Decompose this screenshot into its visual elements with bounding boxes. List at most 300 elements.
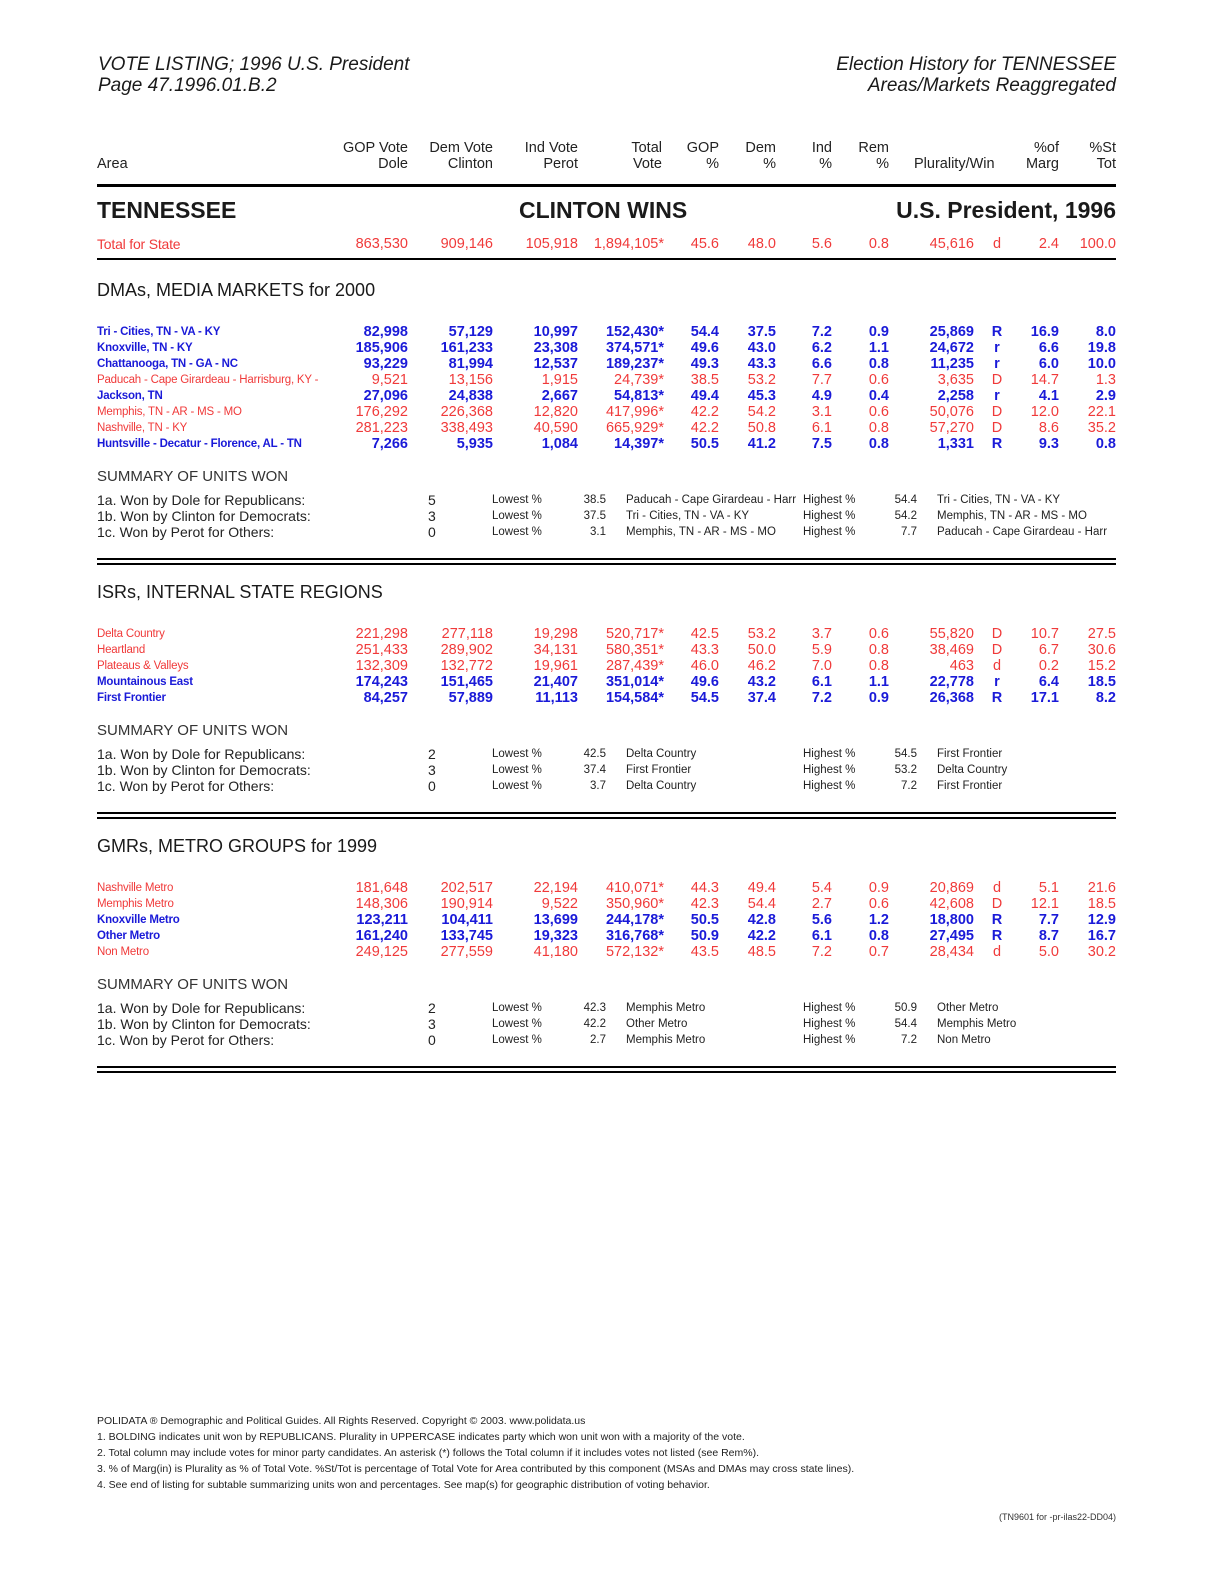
summary-label: 1c. Won by Perot for Others: <box>97 1032 275 1048</box>
highest-value: 7.2 <box>901 1034 917 1046</box>
cell-party: d <box>992 236 1002 252</box>
cell-gop-vote: 221,298 <box>355 626 408 642</box>
cell-total-vote: 152,430* <box>605 324 664 340</box>
summary-title: SUMMARY OF UNITS WON <box>97 976 289 993</box>
cell-plurality: 25,869 <box>929 324 974 340</box>
cell-state-pct: 30.2 <box>1087 944 1116 960</box>
cell-ind-pct: 2.7 <box>811 896 832 912</box>
cell-area: Tri - Cities, TN - VA - KY <box>97 326 221 338</box>
cell-rem-pct: 1.1 <box>868 340 889 356</box>
cell-gop-vote: 123,211 <box>356 912 408 928</box>
cell-area: Knoxville, TN - KY <box>97 342 193 354</box>
cell-party: R <box>991 690 1003 706</box>
cell-margin-pct: 2.4 <box>1038 236 1059 252</box>
cell-party: R <box>991 324 1003 340</box>
summary-count: 0 <box>428 778 436 794</box>
cell-ind-vote: 19,298 <box>533 626 578 642</box>
cell-ind-vote: 9,522 <box>541 896 578 912</box>
cell-gop-pct: 45.6 <box>690 236 719 252</box>
highest-label: Highest % <box>803 526 856 538</box>
cell-gop-vote: 251,433 <box>355 642 408 658</box>
col-total-vote-line1: Total <box>631 140 662 156</box>
cell-dem-vote: 104,411 <box>441 912 493 928</box>
cell-dem-pct: 54.2 <box>747 404 776 420</box>
table-row <box>0 690 1224 706</box>
cell-plurality: 2,258 <box>937 388 974 404</box>
cell-area: Nashville Metro <box>97 882 174 894</box>
cell-party: r <box>994 340 1000 356</box>
summary-row <box>0 524 1224 540</box>
cell-margin-pct: 6.4 <box>1038 674 1059 690</box>
lowest-unit: Tri - Cities, TN - VA - KY <box>626 510 750 522</box>
state-total-row <box>0 236 1224 252</box>
cell-dem-vote: 909,146 <box>440 236 493 252</box>
cell-ind-pct: 6.6 <box>811 356 832 372</box>
cell-gop-pct: 42.3 <box>690 896 719 912</box>
cell-ind-pct: 7.5 <box>811 436 832 452</box>
page-reference: Page 47.1996.01.B.2 <box>98 75 277 96</box>
table-row <box>0 436 1224 452</box>
section-double-rule <box>97 1066 1116 1068</box>
report-title-line1: VOTE LISTING; 1996 U.S. President <box>98 54 410 75</box>
cell-dem-pct: 45.3 <box>747 388 776 404</box>
cell-rem-pct: 0.8 <box>868 420 889 436</box>
cell-gop-vote: 281,223 <box>355 420 408 436</box>
lowest-value: 42.2 <box>583 1018 606 1030</box>
footer-line: 3. % of Marg(in) is Plurality as % of Total Vote. %St/Tot is percentage of Total Vote for Area contributed by this component (MSAs and DMAs may cross state lines). <box>97 1463 855 1475</box>
cell-plurality: 42,608 <box>929 896 974 912</box>
cell-ind-vote: 21,407 <box>533 674 578 690</box>
cell-gop-vote: 84,257 <box>363 690 408 706</box>
cell-ind-vote: 12,820 <box>533 404 578 420</box>
cell-margin-pct: 8.7 <box>1038 928 1059 944</box>
cell-state-pct: 18.5 <box>1087 674 1116 690</box>
summary-label: 1b. Won by Clinton for Democrats: <box>97 1016 311 1032</box>
cell-total-vote: 580,351* <box>605 642 664 658</box>
cell-gop-pct: 42.5 <box>690 626 719 642</box>
cell-dem-vote: 226,368 <box>440 404 493 420</box>
cell-rem-pct: 0.7 <box>868 944 889 960</box>
cell-rem-pct: 0.8 <box>868 236 889 252</box>
table-row <box>0 626 1224 642</box>
cell-area: Other Metro <box>97 930 160 942</box>
cell-rem-pct: 0.6 <box>868 626 889 642</box>
summary-count: 0 <box>428 1032 436 1048</box>
cell-gop-pct: 54.5 <box>690 690 719 706</box>
cell-dem-vote: 133,745 <box>440 928 493 944</box>
highest-label: Highest % <box>803 1002 856 1014</box>
highest-value: 53.2 <box>894 764 917 776</box>
cell-ind-vote: 34,131 <box>533 642 578 658</box>
cell-gop-vote: 93,229 <box>363 356 408 372</box>
col-rem-pct-line1: Rem <box>858 140 889 156</box>
cell-margin-pct: 17.1 <box>1030 690 1059 706</box>
cell-ind-vote: 23,308 <box>533 340 578 356</box>
lowest-value: 3.1 <box>590 526 606 538</box>
highest-unit: Other Metro <box>937 1002 999 1014</box>
cell-total-vote: 572,132* <box>605 944 664 960</box>
cell-party: r <box>994 674 1000 690</box>
highest-value: 54.4 <box>894 1018 917 1030</box>
cell-total-vote: 316,768* <box>605 928 664 944</box>
cell-ind-pct: 7.0 <box>811 658 832 674</box>
cell-total-vote: 244,178* <box>605 912 664 928</box>
cell-ind-pct: 6.1 <box>811 928 832 944</box>
cell-gop-pct: 49.4 <box>690 388 719 404</box>
cell-plurality: 11,235 <box>930 356 974 372</box>
cell-dem-pct: 37.5 <box>747 324 776 340</box>
cell-dem-pct: 54.4 <box>747 896 776 912</box>
cell-gop-pct: 43.3 <box>690 642 719 658</box>
lowest-label: Lowest % <box>492 748 542 760</box>
cell-gop-pct: 44.3 <box>690 880 719 896</box>
cell-gop-pct: 50.5 <box>690 912 719 928</box>
cell-plurality: 50,076 <box>929 404 974 420</box>
col-margin-header <box>1026 140 1059 172</box>
summary-row <box>0 1032 1224 1048</box>
cell-state-pct: 0.8 <box>1095 436 1116 452</box>
col-margin-line1: %of <box>1034 140 1059 156</box>
cell-ind-vote: 1,084 <box>541 436 578 452</box>
cell-dem-pct: 48.5 <box>747 944 776 960</box>
cell-plurality: 20,869 <box>929 880 974 896</box>
cell-rem-pct: 0.8 <box>868 928 889 944</box>
cell-party: d <box>992 658 1002 674</box>
cell-margin-pct: 14.7 <box>1030 372 1059 388</box>
cell-party: R <box>991 928 1003 944</box>
cell-total-vote: 1,894,105* <box>593 236 664 252</box>
footer-line: 4. See end of listing for subtable summarizing units won and percentages. See map(s) for geographic distribution of voting behavior. <box>97 1479 710 1491</box>
cell-gop-vote: 27,096 <box>363 388 408 404</box>
table-row <box>0 674 1224 690</box>
cell-total-vote: 665,929* <box>605 420 664 436</box>
cell-dem-vote: 81,994 <box>448 356 493 372</box>
cell-state-pct: 100.0 <box>1079 236 1116 252</box>
cell-plurality: 26,368 <box>929 690 974 706</box>
col-rem-pct-line2: % <box>876 156 889 172</box>
cell-gop-pct: 42.2 <box>690 420 719 436</box>
cell-party: D <box>991 420 1003 436</box>
cell-dem-pct: 41.2 <box>747 436 776 452</box>
col-gop-vote-line1: GOP Vote <box>342 140 408 156</box>
cell-dem-vote: 338,493 <box>440 420 493 436</box>
cell-state-pct: 12.9 <box>1087 912 1116 928</box>
cell-state-pct: 22.1 <box>1087 404 1116 420</box>
cell-total-vote: 520,717* <box>605 626 664 642</box>
cell-area: Delta Country <box>97 628 165 640</box>
cell-margin-pct: 12.1 <box>1030 896 1059 912</box>
lowest-label: Lowest % <box>492 1018 542 1030</box>
col-dem-pct-line1: Dem <box>745 140 776 156</box>
cell-gop-pct: 46.0 <box>690 658 719 674</box>
col-margin-line2: Marg <box>1025 156 1059 172</box>
section-double-rule <box>97 817 1116 819</box>
cell-total-vote: 351,014* <box>605 674 664 690</box>
cell-dem-pct: 43.0 <box>747 340 776 356</box>
cell-gop-pct: 43.5 <box>690 944 719 960</box>
cell-ind-vote: 2,667 <box>541 388 578 404</box>
highest-unit: Delta Country <box>937 764 1008 776</box>
highest-unit: Paducah - Cape Girardeau - Harr <box>937 526 1108 538</box>
cell-gop-vote: 249,125 <box>355 944 408 960</box>
cell-total-vote: 14,397* <box>614 436 664 452</box>
cell-margin-pct: 4.1 <box>1038 388 1059 404</box>
cell-ind-pct: 5.6 <box>811 236 832 252</box>
summary-count: 3 <box>428 508 436 524</box>
cell-area: Knoxville Metro <box>97 914 180 926</box>
cell-ind-vote: 22,194 <box>533 880 578 896</box>
summary-row <box>0 1016 1224 1032</box>
cell-plurality: 27,495 <box>929 928 974 944</box>
cell-margin-pct: 16.9 <box>1030 324 1059 340</box>
cell-gop-pct: 49.6 <box>690 340 719 356</box>
lowest-unit: Delta Country <box>626 780 697 792</box>
header-rule <box>97 184 1116 187</box>
cell-margin-pct: 12.0 <box>1030 404 1059 420</box>
cell-total-vote: 350,960* <box>605 896 664 912</box>
summary-label: 1a. Won by Dole for Republicans: <box>97 492 306 508</box>
highest-value: 54.4 <box>894 494 917 506</box>
cell-margin-pct: 6.0 <box>1038 356 1059 372</box>
highest-label: Highest % <box>803 780 856 792</box>
summary-row <box>0 492 1224 508</box>
winner-banner: CLINTON WINS <box>519 197 688 223</box>
table-row <box>0 928 1224 944</box>
table-row <box>0 896 1224 912</box>
section-title: DMAs, MEDIA MARKETS for 2000 <box>97 280 376 300</box>
col-state-total-header <box>1089 140 1116 172</box>
cell-state-pct: 15.2 <box>1087 658 1116 674</box>
summary-count: 5 <box>428 492 436 508</box>
cell-rem-pct: 0.9 <box>868 880 889 896</box>
lowest-unit: Memphis, TN - AR - MS - MO <box>626 526 776 538</box>
highest-label: Highest % <box>803 1018 856 1030</box>
summary-count: 0 <box>428 524 436 540</box>
cell-party: D <box>991 404 1003 420</box>
cell-plurality: 22,778 <box>929 674 974 690</box>
highest-value: 50.9 <box>894 1002 917 1014</box>
table-row <box>0 658 1224 674</box>
lowest-unit: Memphis Metro <box>626 1034 706 1046</box>
cell-dem-vote: 151,465 <box>440 674 493 690</box>
col-state-total-line1: %St <box>1089 140 1116 156</box>
cell-party: r <box>994 388 1000 404</box>
cell-ind-vote: 40,590 <box>533 420 578 436</box>
col-dem-vote-line2: Clinton <box>447 156 493 172</box>
cell-ind-pct: 7.2 <box>811 944 832 960</box>
table-row <box>0 880 1224 896</box>
summary-row <box>0 508 1224 524</box>
highest-value: 7.7 <box>901 526 917 538</box>
cell-ind-vote: 11,113 <box>535 690 578 706</box>
cell-ind-pct: 3.7 <box>811 626 832 642</box>
cell-area: First Frontier <box>97 692 166 704</box>
cell-state-pct: 35.2 <box>1087 420 1116 436</box>
cell-total-vote: 287,439* <box>605 658 664 674</box>
lowest-unit: First Frontier <box>626 764 692 776</box>
cell-ind-vote: 19,323 <box>533 928 578 944</box>
lowest-unit: Paducah - Cape Girardeau - Harr <box>626 494 797 506</box>
col-dem-pct-header <box>745 140 776 172</box>
cell-dem-pct: 49.4 <box>747 880 776 896</box>
highest-label: Highest % <box>803 748 856 760</box>
cell-area: Memphis Metro <box>97 898 174 910</box>
cell-gop-vote: 863,530 <box>355 236 408 252</box>
summary-count: 3 <box>428 762 436 778</box>
summary-title: SUMMARY OF UNITS WON <box>97 722 289 739</box>
cell-margin-pct: 9.3 <box>1038 436 1059 452</box>
lowest-value: 3.7 <box>590 780 606 792</box>
report-subtitle <box>836 54 1116 96</box>
summary-label: 1c. Won by Perot for Others: <box>97 778 275 794</box>
highest-label: Highest % <box>803 764 856 776</box>
cell-ind-pct: 4.9 <box>811 388 832 404</box>
cell-ind-vote: 1,915 <box>541 372 578 388</box>
cell-dem-vote: 161,233 <box>440 340 493 356</box>
lowest-label: Lowest % <box>492 764 542 776</box>
cell-plurality: 45,616 <box>929 236 974 252</box>
col-ind-pct-header <box>812 140 832 172</box>
cell-gop-vote: 181,648 <box>355 880 408 896</box>
cell-gop-pct: 50.9 <box>690 928 719 944</box>
cell-dem-vote: 289,902 <box>440 642 493 658</box>
col-gop-vote-line2: Dole <box>378 156 408 172</box>
cell-rem-pct: 0.8 <box>868 356 889 372</box>
col-area-header: Area <box>97 156 128 172</box>
cell-plurality: 28,434 <box>929 944 974 960</box>
cell-gop-vote: 176,292 <box>355 404 408 420</box>
cell-margin-pct: 6.6 <box>1038 340 1059 356</box>
cell-dem-vote: 277,559 <box>440 944 493 960</box>
cell-plurality: 24,672 <box>929 340 974 356</box>
summary-row <box>0 746 1224 762</box>
cell-plurality: 3,635 <box>937 372 974 388</box>
cell-total-vote: 154,584* <box>605 690 664 706</box>
section-title: ISRs, INTERNAL STATE REGIONS <box>97 582 383 602</box>
cell-dem-vote: 277,118 <box>441 626 493 642</box>
cell-ind-pct: 5.6 <box>811 912 832 928</box>
cell-rem-pct: 0.9 <box>868 690 889 706</box>
summary-label: 1b. Won by Clinton for Democrats: <box>97 762 311 778</box>
cell-margin-pct: 5.0 <box>1038 944 1059 960</box>
cell-party: d <box>992 944 1002 960</box>
footer-notes <box>97 1413 854 1493</box>
highest-label: Highest % <box>803 1034 856 1046</box>
cell-state-pct: 19.8 <box>1087 340 1116 356</box>
lowest-unit: Delta Country <box>626 748 697 760</box>
cell-rem-pct: 0.8 <box>868 642 889 658</box>
lowest-label: Lowest % <box>492 526 542 538</box>
cell-dem-pct: 42.2 <box>747 928 776 944</box>
summary-row <box>0 1000 1224 1016</box>
lowest-unit: Other Metro <box>626 1018 688 1030</box>
report-subtitle-line2: Areas/Markets Reaggregated <box>867 75 1116 96</box>
col-rem-pct-header <box>858 140 889 172</box>
cell-ind-pct: 6.2 <box>811 340 832 356</box>
cell-gop-vote: 148,306 <box>355 896 408 912</box>
cell-plurality: 57,270 <box>929 420 974 436</box>
report-subtitle-line1: Election History for TENNESSEE <box>836 54 1116 75</box>
table-row <box>0 388 1224 404</box>
cell-margin-pct: 8.6 <box>1038 420 1059 436</box>
cell-margin-pct: 5.1 <box>1038 880 1059 896</box>
report-title <box>98 54 410 96</box>
cell-area: Huntsville - Decatur - Florence, AL - TN <box>97 438 302 450</box>
cell-ind-pct: 3.1 <box>811 404 832 420</box>
section-title: GMRs, METRO GROUPS for 1999 <box>97 836 378 856</box>
cell-ind-vote: 19,961 <box>533 658 578 674</box>
cell-ind-vote: 10,997 <box>533 324 578 340</box>
cell-rem-pct: 0.9 <box>868 324 889 340</box>
summary-count: 2 <box>428 746 436 762</box>
col-gop-pct-header <box>687 140 719 172</box>
cell-dem-pct: 37.4 <box>747 690 776 706</box>
table-row <box>0 420 1224 436</box>
cell-area: Mountainous East <box>97 676 193 688</box>
table-row <box>0 356 1224 372</box>
col-total-vote-line2: Vote <box>632 156 662 172</box>
highest-value: 54.5 <box>894 748 917 760</box>
cell-margin-pct: 10.7 <box>1030 626 1059 642</box>
highest-label: Highest % <box>803 494 856 506</box>
cell-ind-vote: 12,537 <box>533 356 578 372</box>
cell-ind-pct: 6.1 <box>811 674 832 690</box>
cell-state-pct: 18.5 <box>1087 896 1116 912</box>
cell-state-pct: 30.6 <box>1087 642 1116 658</box>
cell-ind-pct: 7.2 <box>811 324 832 340</box>
cell-party: D <box>991 372 1003 388</box>
table-row <box>0 944 1224 960</box>
cell-dem-vote: 5,935 <box>456 436 493 452</box>
cell-party: r <box>994 356 1000 372</box>
cell-dem-pct: 43.2 <box>747 674 776 690</box>
state-total-rule <box>97 258 1116 260</box>
col-gop-pct-line1: GOP <box>686 140 719 156</box>
cell-state-pct: 10.0 <box>1087 356 1116 372</box>
cell-rem-pct: 0.8 <box>868 436 889 452</box>
cell-gop-pct: 50.5 <box>690 436 719 452</box>
cell-gop-vote: 7,266 <box>371 436 408 452</box>
cell-gop-pct: 42.2 <box>690 404 719 420</box>
col-ind-vote-header <box>525 140 578 172</box>
cell-party: R <box>991 436 1003 452</box>
lowest-value: 38.5 <box>583 494 606 506</box>
col-dem-pct-line2: % <box>763 156 776 172</box>
cell-plurality: 18,800 <box>929 912 974 928</box>
cell-margin-pct: 0.2 <box>1038 658 1059 674</box>
cell-party: D <box>991 642 1003 658</box>
summary-count: 2 <box>428 1000 436 1016</box>
col-total-vote-header <box>631 140 662 172</box>
highest-value: 54.2 <box>894 510 917 522</box>
section-double-rule <box>97 812 1116 814</box>
cell-area: Nashville, TN - KY <box>97 422 188 434</box>
section-double-rule <box>97 558 1116 560</box>
col-ind-pct-line2: % <box>819 156 832 172</box>
lowest-unit: Memphis Metro <box>626 1002 706 1014</box>
cell-dem-pct: 48.0 <box>747 236 776 252</box>
cell-dem-vote: 202,517 <box>440 880 493 896</box>
cell-dem-vote: 57,129 <box>448 324 493 340</box>
cell-area: Jackson, TN <box>97 390 163 402</box>
cell-ind-vote: 13,699 <box>533 912 578 928</box>
cell-dem-vote: 190,914 <box>440 896 493 912</box>
cell-dem-vote: 13,156 <box>448 372 493 388</box>
cell-total-vote: 410,071* <box>605 880 664 896</box>
summary-row <box>0 778 1224 794</box>
cell-ind-pct: 6.1 <box>811 420 832 436</box>
cell-area: Heartland <box>97 644 146 656</box>
